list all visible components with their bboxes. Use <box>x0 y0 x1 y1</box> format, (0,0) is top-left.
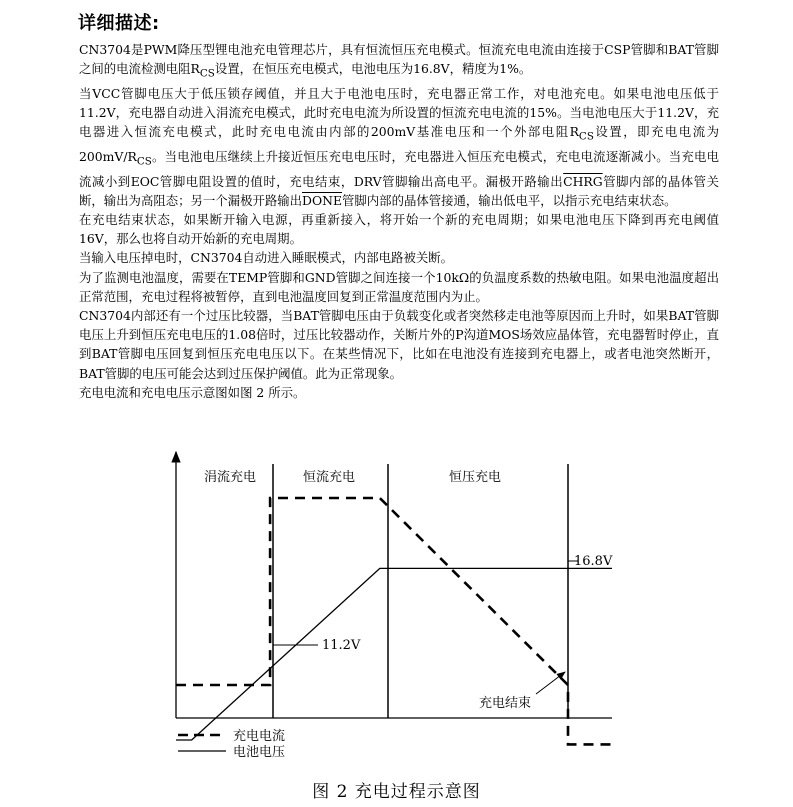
end-arrow <box>536 672 565 694</box>
paragraph-3: 在充电结束状态，如果断开输入电源，再重新接入，将开始一个新的充电周期；如果电池电压下降到再充电阈值16V，那么也将自动开始新的充电周期。 <box>79 212 719 247</box>
annotation-11-2v: 11.2V <box>322 638 361 653</box>
region-label-cv: 恒压充电 <box>449 470 502 485</box>
chrg-pin-name: CHRG <box>563 173 603 189</box>
current-series-line <box>176 498 612 744</box>
paragraph-1: CN3704是PWM降压型锂电池充电管理芯片，具有恒流恒压充电模式。恒流充电电流由连接于CSP管脚和BAT管脚之间的电流检测电阻$R_{CS}$设置，在恒压充电模式，电池电压为16.8V，精度为1%。 <box>79 42 719 80</box>
legend-label-voltage: 电池电压 <box>233 745 286 760</box>
annotation-charge-end: 充电结束 <box>479 696 532 711</box>
done-pin-name: DONE <box>302 192 343 208</box>
annotation-16-8v: 16.8V <box>574 554 613 569</box>
paragraph-4: 当输入电压掉电时，CN3704自动进入睡眠模式，内部电路被关断。 <box>79 250 454 266</box>
paragraph-6: CN3704内部还有一个过压比较器，当BAT管脚电压由于负载变化或者突然移走电池等原因而上升时，如果BAT管脚电压上升到恒压充电电压的1.08倍时，过压比较器动作，关断片外的P沟道MOS场效应晶体管，充电器暂时停止，直到BAT管脚电压回复到恒压充电电压以下。在某些情况下，比如在电池没有连接到充电器上，或者电池突然断开，BAT管脚的电压可能会达到过压保护阈值。此为正常现象。 <box>79 308 719 381</box>
legend-label-current: 充电电流 <box>233 729 286 744</box>
voltage-series-line <box>176 568 612 740</box>
paragraph-5: 为了监测电池温度，需要在TEMP管脚和GND管脚之间连接一个10kΩ的负温度系数的热敏电阻。如果电池温度超出正常范围，充电过程将被暂停，直到电池温度回复到正常温度范围内为止。 <box>79 269 719 304</box>
region-label-trickle: 涓流充电 <box>204 470 257 485</box>
section-heading: 详细描述: <box>78 13 160 34</box>
figure-caption: 图 2 充电过程示意图 <box>312 782 481 802</box>
paragraph-7: 充电电流和充电电压示意图如图 2 所示。 <box>79 384 306 400</box>
paragraph-2: 当VCC管脚电压大于低压锁存阈值，并且大于电池电压时，充电器正常工作，对电池充电。如果电池电压低于11.2V，充电器自动进入涓流充电模式，此时充电电流为所设置的恒流充电电流的15%。当电池电压大于11.2V，充电器进入恒流充电模式，此时充电电流由内部的200mV基准电压和一个外部电阻$R_{CS}$设置，即充电电流为$200mV/R_{CS}$。当电池电压继续上升接近恒压充电电压时，充电器进入恒压充电模式，充电电流逐渐减小。当充电电流减小到EOC管脚电阻设置的值时，充电结束，DRV管脚输出高电平。漏极开路输出CHRG管脚内部的晶体管关断，输出为高阻态；另一个漏极开路输出DONE管脚内部的晶体管接通，输出低电平，以指示充电结束状态。 <box>79 85 720 208</box>
region-label-cc: 恒流充电 <box>303 470 356 485</box>
